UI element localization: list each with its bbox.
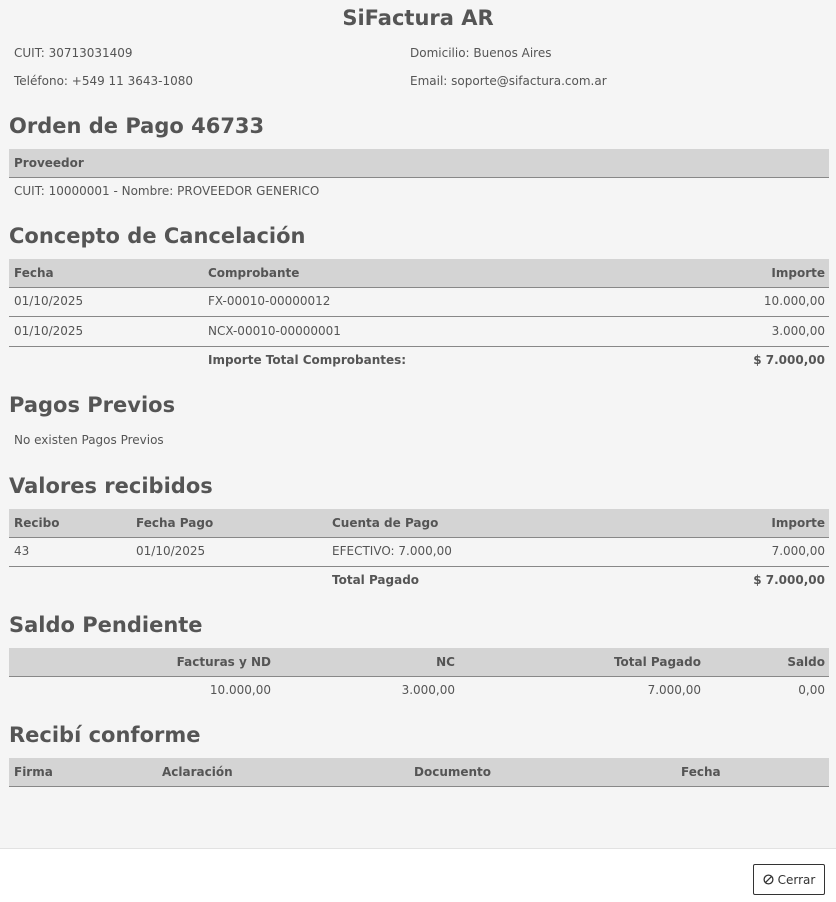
table-row bbox=[9, 538, 829, 567]
column-header-fecha: Fecha bbox=[681, 765, 721, 779]
proveedor-detail: CUIT: 10000001 - Nombre: PROVEEDOR GENERICO bbox=[14, 184, 320, 198]
table-row bbox=[9, 288, 829, 317]
cell-importe: 3.000,00 bbox=[771, 324, 825, 338]
table-row bbox=[9, 677, 829, 706]
company-domicilio: Domicilio: Buenos Aires bbox=[410, 46, 552, 60]
valores-total-row bbox=[9, 567, 829, 596]
saldo-table-header bbox=[9, 648, 829, 677]
column-header-importe: Importe bbox=[771, 516, 825, 530]
cell-cuenta: EFECTIVO: 7.000,00 bbox=[332, 544, 452, 558]
order-title: Orden de Pago 46733 bbox=[9, 114, 265, 138]
column-header-aclaracion: Aclaración bbox=[162, 765, 233, 779]
concepto-total-value: $ 7.000,00 bbox=[753, 353, 825, 367]
concepto-table-header bbox=[9, 259, 829, 288]
ban-icon bbox=[763, 874, 774, 885]
column-header-documento: Documento bbox=[414, 765, 492, 779]
conforme-title: Recibí conforme bbox=[9, 723, 201, 747]
company-telefono: Teléfono: +549 11 3643-1080 bbox=[14, 74, 194, 88]
column-header-saldo: Saldo bbox=[787, 655, 825, 669]
modal-footer bbox=[0, 848, 836, 902]
cell-comprobante: NCX-00010-00000001 bbox=[208, 324, 341, 338]
column-header-comprobante: Comprobante bbox=[208, 266, 300, 280]
close-button[interactable] bbox=[753, 864, 825, 895]
column-header-nc: NC bbox=[436, 655, 455, 669]
valores-total-value: $ 7.000,00 bbox=[753, 573, 825, 587]
column-header-firma: Firma bbox=[14, 765, 53, 779]
concepto-total-row bbox=[9, 347, 829, 376]
valores-title: Valores recibidos bbox=[9, 474, 213, 498]
conforme-table-header bbox=[9, 758, 829, 787]
cell-total-pagado: 7.000,00 bbox=[647, 683, 701, 697]
saldo-title: Saldo Pendiente bbox=[9, 613, 203, 637]
column-header-cuenta: Cuenta de Pago bbox=[332, 516, 439, 530]
cell-nc: 3.000,00 bbox=[401, 683, 455, 697]
close-button-label: Cerrar bbox=[777, 872, 816, 887]
cell-saldo: 0,00 bbox=[798, 683, 825, 697]
column-header-fecha: Fecha bbox=[14, 266, 54, 280]
cell-comprobante: FX-00010-00000012 bbox=[208, 294, 331, 308]
pagos-previos-title: Pagos Previos bbox=[9, 393, 176, 417]
company-name: SiFactura AR bbox=[342, 6, 494, 30]
cell-fecha: 01/10/2025 bbox=[14, 324, 84, 338]
column-header-facturas: Facturas y ND bbox=[176, 655, 271, 669]
cell-fecha: 01/10/2025 bbox=[14, 294, 84, 308]
cell-importe: 7.000,00 bbox=[771, 544, 825, 558]
concepto-total-label: Importe Total Comprobantes: bbox=[208, 353, 407, 367]
proveedor-header bbox=[9, 149, 829, 178]
valores-table-header bbox=[9, 509, 829, 538]
column-header-importe: Importe bbox=[771, 266, 825, 280]
cell-facturas: 10.000,00 bbox=[209, 683, 271, 697]
column-header-total-pagado: Total Pagado bbox=[613, 655, 701, 669]
cell-fecha-pago: 01/10/2025 bbox=[136, 544, 206, 558]
table-row bbox=[9, 318, 829, 347]
cell-importe: 10.000,00 bbox=[763, 294, 825, 308]
concepto-title: Concepto de Cancelación bbox=[9, 224, 306, 248]
cell-recibo: 43 bbox=[14, 544, 30, 558]
valores-total-label: Total Pagado bbox=[332, 573, 420, 587]
company-cuit: CUIT: 30713031409 bbox=[14, 46, 133, 60]
column-header-fecha-pago: Fecha Pago bbox=[136, 516, 214, 530]
proveedor-header-label: Proveedor bbox=[14, 156, 84, 170]
company-email: Email: soporte@sifactura.com.ar bbox=[410, 74, 607, 88]
column-header-recibo: Recibo bbox=[14, 516, 60, 530]
pagos-previos-empty: No existen Pagos Previos bbox=[14, 433, 164, 447]
